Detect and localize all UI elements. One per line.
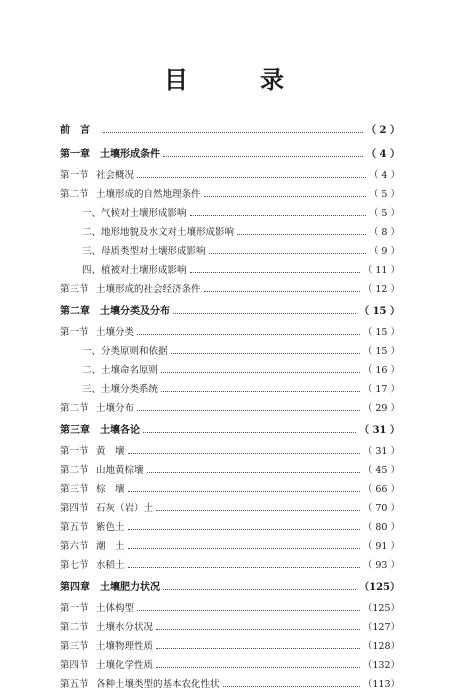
toc-leader-dots (137, 177, 366, 178)
toc-page-number: （125） (359, 581, 400, 593)
toc-number: 第三章 (60, 424, 90, 436)
toc-label (60, 399, 134, 418)
toc-leader-dots (161, 391, 360, 392)
toc-section-row[interactable] (60, 556, 400, 575)
toc-title: 土壤分类系统 (101, 384, 159, 395)
toc-number: 第一节 (60, 327, 89, 338)
toc-section-row[interactable] (60, 618, 400, 637)
toc-title: 社会概况 (96, 170, 135, 181)
toc-section-row[interactable] (60, 323, 400, 342)
toc-label (60, 599, 134, 618)
toc-label (60, 618, 153, 637)
toc-page-number: （ 70 ） (362, 503, 400, 514)
toc-subsection-row[interactable] (60, 361, 400, 380)
toc-label (60, 323, 134, 342)
toc-leader-dots (190, 215, 366, 216)
toc-leader-dots (223, 686, 360, 687)
toc-page-number: （ 4 ） (366, 148, 400, 160)
toc-section-row[interactable] (60, 442, 400, 461)
toc-number: 第六节 (60, 541, 89, 552)
toc-number: 第二节 (60, 622, 89, 633)
toc-title: 黄 壤 (96, 446, 125, 457)
toc-number: 第二章 (60, 305, 90, 317)
toc-number: 第一节 (60, 446, 89, 457)
toc-label (60, 675, 220, 694)
toc-label (60, 656, 153, 675)
toc-number: 第二节 (60, 403, 89, 414)
toc-leader-dots (128, 453, 360, 454)
toc-page-number: （ 16 ） (362, 365, 400, 376)
toc-title: 分类原则和依据 (101, 346, 168, 357)
toc-label (60, 480, 125, 499)
toc-leader-dots (128, 491, 360, 492)
toc-number: 第三节 (60, 484, 89, 495)
toc-label (60, 204, 187, 223)
toc-label (60, 499, 153, 518)
toc-page-number: （ 91 ） (362, 541, 400, 552)
toc-page-number: （ 5 ） (368, 189, 400, 200)
toc-leader-dots (161, 372, 360, 373)
toc-leader-dots (237, 234, 366, 235)
toc-number: 第一节 (60, 170, 89, 181)
toc-label (60, 242, 206, 261)
toc-leader-dots (137, 410, 360, 411)
toc-leader-dots (128, 529, 360, 530)
toc-page-number: （ 66 ） (362, 484, 400, 495)
toc-page-number: （ 12 ） (362, 284, 400, 295)
toc-title: 土壤命名原则 (101, 365, 159, 376)
toc-section-row[interactable] (60, 656, 400, 675)
toc-subsection-row[interactable] (60, 242, 400, 261)
toc-subsection-row[interactable] (60, 342, 400, 361)
toc-label (60, 380, 158, 399)
toc-label (60, 578, 160, 597)
toc-title: 棕 壤 (96, 484, 125, 495)
toc-number: 二、 (82, 227, 102, 238)
toc-number: 第四章 (60, 581, 90, 593)
toc-label (60, 442, 125, 461)
toc-leader-dots (156, 510, 360, 511)
toc-number: 一、 (82, 346, 102, 357)
title-char-right: 录 (260, 65, 286, 94)
toc-section-row[interactable] (60, 461, 400, 480)
toc-page-number: （ 8 ） (368, 227, 400, 238)
toc-page-number: （125） (362, 603, 400, 614)
toc-leader-dots (173, 313, 356, 314)
toc-page-number: （132） (362, 660, 400, 671)
toc-leader-dots (204, 196, 366, 197)
toc-page-number: （ 15 ） (362, 346, 400, 357)
toc-chapter-row[interactable] (60, 575, 400, 599)
toc-title: 母质类型对土壤形成影响 (101, 246, 206, 257)
toc-number: 三、 (82, 384, 102, 395)
toc-leader-dots (137, 610, 360, 611)
toc-chapter-row[interactable] (60, 118, 400, 142)
toc-chapter-row[interactable] (60, 299, 400, 323)
toc-title: 紫色土 (96, 522, 125, 533)
toc-section-row[interactable] (60, 675, 400, 694)
toc-leader-dots (147, 472, 360, 473)
toc-number: 第四节 (60, 503, 89, 514)
toc-page-number: （ 93 ） (362, 560, 400, 571)
toc-label (60, 185, 201, 204)
toc-number: 一、 (82, 208, 102, 219)
toc-page-number: （ 80 ） (362, 522, 400, 533)
toc-number: 第五节 (60, 679, 89, 690)
toc-label (60, 556, 125, 575)
toc-chapter-row[interactable] (60, 418, 400, 442)
toc-page-number: （113） (362, 679, 400, 690)
toc-title: 土壤形成的自然地理条件 (96, 189, 201, 200)
toc-leader-dots (171, 353, 360, 354)
toc-leader-dots (156, 629, 360, 630)
toc-label (60, 421, 140, 440)
toc-title: 石灰（岩）土 (96, 503, 154, 514)
toc-section-row[interactable] (60, 399, 400, 418)
toc-section-row[interactable] (60, 599, 400, 618)
toc-number: 第四节 (60, 660, 89, 671)
toc-title: 土壤分类及分布 (100, 305, 170, 317)
toc-page-number: （ 45 ） (362, 465, 400, 476)
toc-title: 土壤分类 (96, 327, 135, 338)
toc-leader-dots (143, 432, 356, 433)
toc-page-number: （ 11 ） (362, 265, 400, 276)
toc-number: 四、 (82, 265, 102, 276)
toc-label (60, 637, 153, 656)
toc-title: 土壤水分状况 (96, 622, 154, 633)
toc-leader-dots (128, 567, 360, 568)
toc-page-number: （ 2 ） (366, 124, 400, 136)
toc-label (60, 361, 158, 380)
toc-number: 第三节 (60, 284, 89, 295)
toc-page-number: （ 15 ） (359, 305, 400, 317)
toc-section-row[interactable] (60, 166, 400, 185)
toc-page-number: （ 29 ） (362, 403, 400, 414)
toc-number: 第一章 (60, 148, 90, 160)
toc-page-number: （ 9 ） (368, 246, 400, 257)
toc-leader-dots (204, 291, 360, 292)
toc-leader-dots (190, 272, 360, 273)
toc-leader-dots (156, 648, 360, 649)
toc-section-row[interactable] (60, 480, 400, 499)
toc-leader-dots (163, 589, 356, 590)
toc-label (60, 280, 201, 299)
toc-title: 气候对土壤形成影响 (101, 208, 187, 219)
toc-label (60, 261, 187, 280)
toc-number: 第七节 (60, 560, 89, 571)
toc-section-row[interactable] (60, 537, 400, 556)
toc-leader-dots (209, 253, 366, 254)
toc-label (60, 518, 125, 537)
toc-leader-dots (103, 132, 363, 133)
toc-title: 土体构型 (96, 603, 135, 614)
toc-label (60, 302, 170, 321)
toc-title: 土壤形成条件 (100, 148, 160, 160)
toc-leader-dots (128, 548, 360, 549)
toc-title: 土壤各论 (100, 424, 140, 436)
toc-label (60, 537, 125, 556)
table-of-contents (60, 118, 400, 694)
toc-title: 植被对土壤形成影响 (101, 265, 187, 276)
toc-page-number: （ 15 ） (362, 327, 400, 338)
toc-leader-dots (156, 667, 360, 668)
toc-number: 前 言 (60, 124, 90, 136)
toc-section-row[interactable] (60, 280, 400, 299)
toc-section-row[interactable] (60, 185, 400, 204)
toc-label (60, 145, 160, 164)
toc-title: 土壤分布 (96, 403, 135, 414)
toc-leader-dots (137, 334, 360, 335)
toc-title: 土壤化学性质 (96, 660, 154, 671)
toc-label (60, 342, 168, 361)
toc-label (60, 166, 134, 185)
toc-label (60, 461, 144, 480)
toc-title: 土壤形成的社会经济条件 (96, 284, 201, 295)
toc-leader-dots (163, 156, 363, 157)
page-title (0, 60, 450, 95)
toc-number: 第二节 (60, 465, 89, 476)
toc-section-row[interactable] (60, 518, 400, 537)
toc-page-number: （ 5 ） (368, 208, 400, 219)
toc-number: 第三节 (60, 641, 89, 652)
toc-section-row[interactable] (60, 637, 400, 656)
toc-subsection-row[interactable] (60, 380, 400, 399)
toc-title: 土壤物理性质 (96, 641, 154, 652)
toc-number: 第一节 (60, 603, 89, 614)
toc-title: 水稻土 (96, 560, 125, 571)
toc-page-number: （127） (362, 622, 400, 633)
toc-chapter-row[interactable] (60, 142, 400, 166)
toc-subsection-row[interactable] (60, 204, 400, 223)
toc-page-number: （128） (362, 641, 400, 652)
toc-page-number: （ 17 ） (362, 384, 400, 395)
toc-page-number: （ 4 ） (368, 170, 400, 181)
toc-title: 山地黄棕壤 (96, 465, 144, 476)
toc-number: 第二节 (60, 189, 89, 200)
title-char-left: 目 (164, 65, 190, 94)
toc-page-number: （ 31 ） (359, 424, 400, 436)
toc-section-row[interactable] (60, 499, 400, 518)
toc-number: 三、 (82, 246, 102, 257)
toc-title: 潮 土 (96, 541, 125, 552)
toc-title: 地形地貌及水文对土壤形成影响 (101, 227, 235, 238)
toc-title: 各种土壤类型的基本农化性状 (96, 679, 220, 690)
toc-page-number: （ 31 ） (362, 446, 400, 457)
toc-label (60, 223, 234, 242)
toc-label (60, 121, 100, 140)
toc-title: 土壤肥力状况 (100, 581, 160, 593)
toc-subsection-row[interactable] (60, 223, 400, 242)
toc-subsection-row[interactable] (60, 261, 400, 280)
toc-number: 二、 (82, 365, 102, 376)
toc-number: 第五节 (60, 522, 89, 533)
